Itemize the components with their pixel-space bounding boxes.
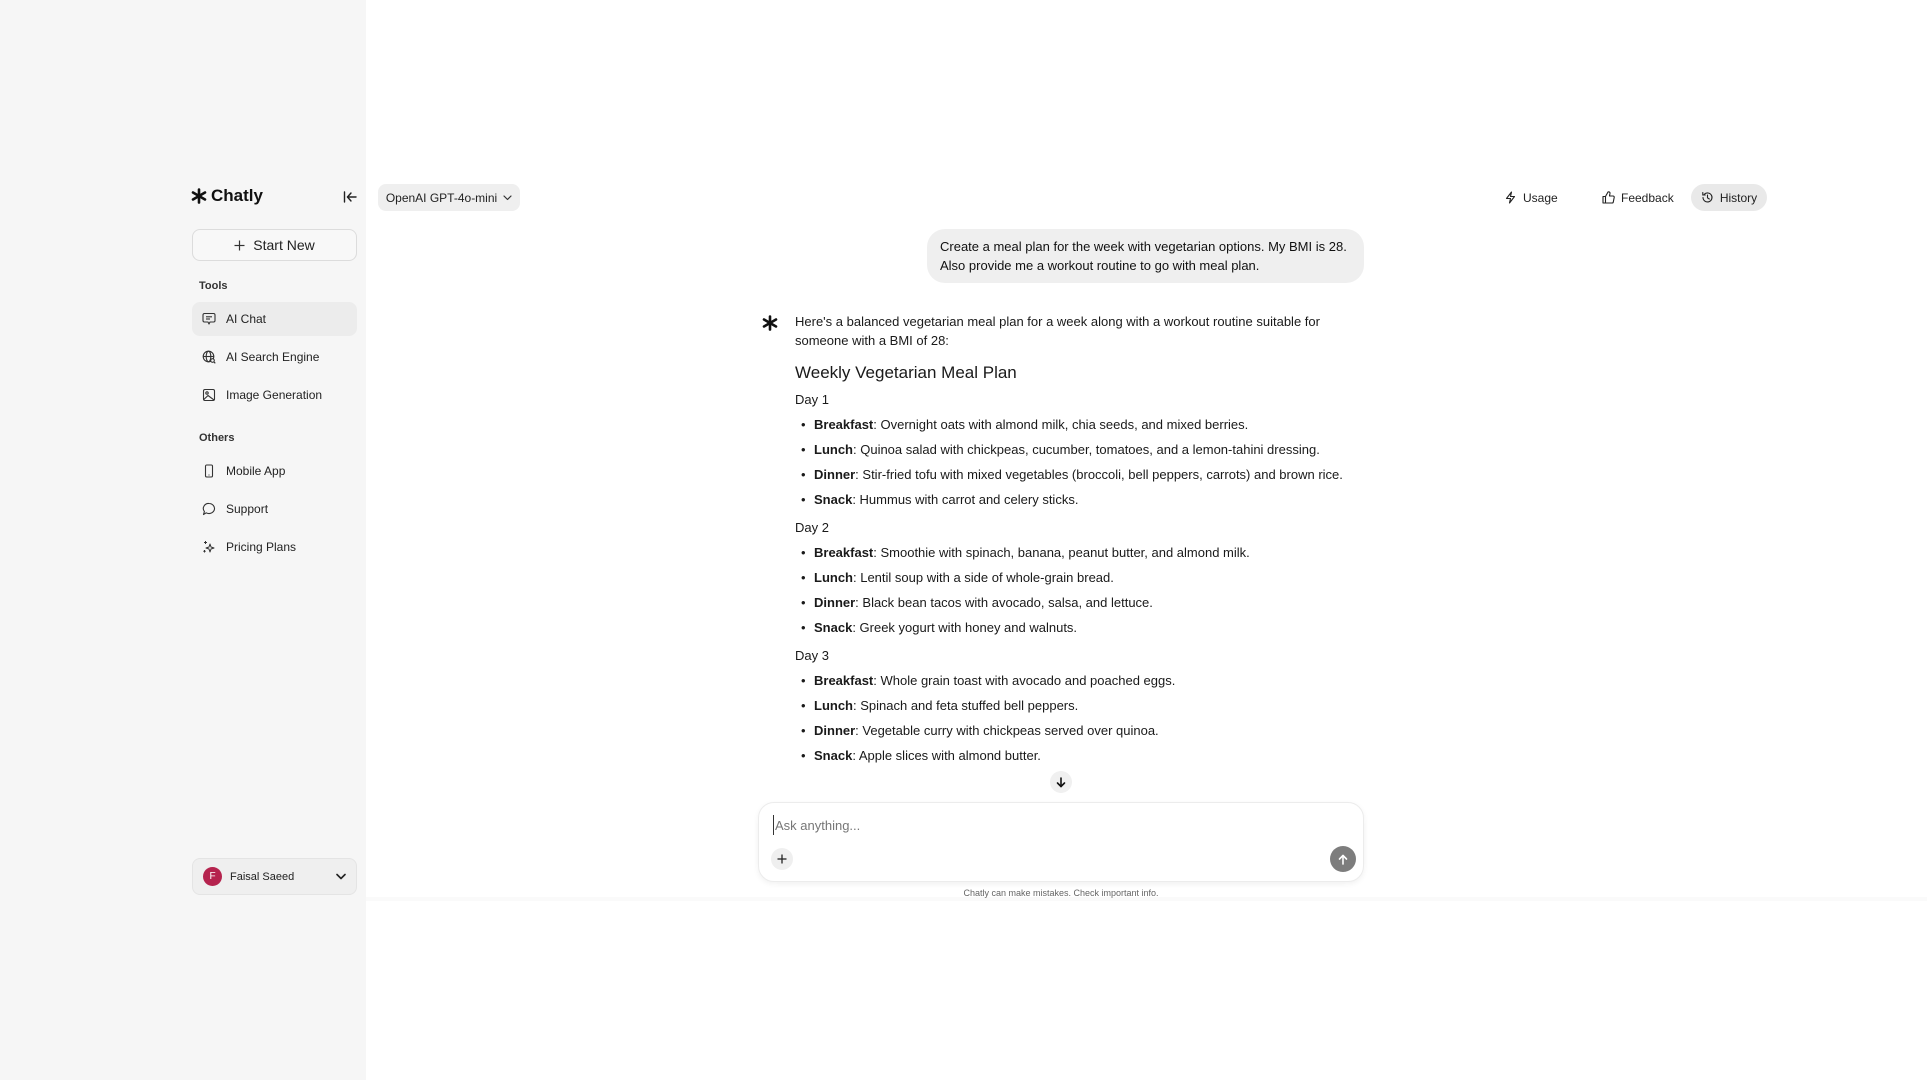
sparkles-icon xyxy=(202,540,216,554)
sidebar-item-label: AI Chat xyxy=(226,312,267,326)
meal-plan-heading: Weekly Vegetarian Meal Plan xyxy=(795,363,1017,382)
arrow-down-icon xyxy=(1056,777,1066,788)
collapse-sidebar-icon xyxy=(343,191,357,203)
app-logo[interactable] xyxy=(191,186,263,206)
section-label-others: Others xyxy=(199,432,235,444)
sidebar-item-ai-search-engine[interactable] xyxy=(192,340,357,374)
start-new-label: Start New xyxy=(253,237,315,253)
list-item: • Breakfast: Smoothie with spinach, banana, peanut butter, and almond milk. xyxy=(795,543,1355,562)
profile-menu-button[interactable] xyxy=(192,858,357,895)
assistant-intro: Here's a balanced vegetarian meal plan for a week along with a workout routine suitable for someone with a BMI of 28: xyxy=(795,314,1320,348)
list-item: • Dinner: Black bean tacos with avocado, salsa, and lettuce. xyxy=(795,593,1355,612)
list-item: • Dinner: Vegetable curry with chickpeas served over quinoa. xyxy=(795,721,1355,740)
day-title: Day 1 xyxy=(795,392,829,407)
thumbs-up-icon xyxy=(1602,191,1615,204)
chatly-logo-icon xyxy=(191,188,207,204)
sidebar-item-label: Support xyxy=(226,502,269,516)
sidebar-item-pricing-plans[interactable] xyxy=(192,530,357,564)
history-label: History xyxy=(1719,190,1758,205)
feedback-button[interactable] xyxy=(1594,184,1682,211)
sidebar-item-label: Pricing Plans xyxy=(226,540,297,554)
day-title: Day 2 xyxy=(795,520,829,535)
avatar: F xyxy=(203,867,222,886)
chatly-logo-icon xyxy=(762,315,778,331)
arrow-up-icon xyxy=(1338,854,1348,865)
add-attachment-button[interactable] xyxy=(771,848,793,870)
list-item: • Dinner: Stir-fried tofu with mixed vegetables (broccoli, bell peppers, carrots) and brown rice. xyxy=(795,465,1355,484)
meal-list xyxy=(795,415,1355,509)
sidebar-item-ai-chat[interactable] xyxy=(192,302,357,336)
plus-icon xyxy=(234,240,245,251)
list-item: • Breakfast: Overnight oats with almond milk, chia seeds, and mixed berries. xyxy=(795,415,1355,434)
usage-button[interactable] xyxy=(1496,184,1566,211)
model-selector-label: OpenAI GPT-4o-mini xyxy=(385,190,498,205)
chevron-down-icon xyxy=(336,873,346,880)
list-item: • Snack: Greek yogurt with honey and walnuts. xyxy=(795,618,1355,637)
sidebar-item-label: AI Search Engine xyxy=(226,350,320,364)
plus-icon xyxy=(777,854,787,864)
speech-bubble-icon xyxy=(202,502,216,516)
day-title: Day 3 xyxy=(795,648,829,663)
app-name: Chatly xyxy=(211,186,263,205)
history-icon xyxy=(1701,191,1714,204)
history-button[interactable] xyxy=(1691,184,1767,211)
sidebar-item-image-generation[interactable] xyxy=(192,378,357,412)
sidebar xyxy=(0,0,366,1080)
list-item: • Snack: Hummus with carrot and celery sticks. xyxy=(795,490,1355,509)
globe-search-icon xyxy=(202,350,216,364)
image-icon xyxy=(202,388,216,402)
profile-name: Faisal Saeed xyxy=(230,870,295,883)
model-selector-dropdown[interactable] xyxy=(378,184,520,211)
scroll-to-bottom-button[interactable] xyxy=(1050,771,1072,793)
list-item: • Lunch: Quinoa salad with chickpeas, cucumber, tomatoes, and a lemon-tahini dressing. xyxy=(795,440,1355,459)
message-composer xyxy=(758,802,1364,882)
meal-list xyxy=(795,671,1355,765)
send-button[interactable] xyxy=(1330,846,1356,872)
sidebar-item-label: Mobile App xyxy=(226,464,286,478)
list-item: • Lunch: Spinach and feta stuffed bell peppers. xyxy=(795,696,1355,715)
list-item: • Breakfast: Whole grain toast with avocado and poached eggs. xyxy=(795,671,1355,690)
start-new-button[interactable] xyxy=(192,229,357,261)
section-label-tools: Tools xyxy=(199,280,228,292)
sidebar-item-mobile-app[interactable] xyxy=(192,454,357,488)
usage-label: Usage xyxy=(1523,190,1558,205)
list-item: • Snack: Apple slices with almond butter. xyxy=(795,746,1355,765)
chat-icon xyxy=(202,312,216,326)
assistant-avatar xyxy=(760,313,780,333)
meal-list xyxy=(795,543,1355,637)
disclaimer-text: Chatly can make mistakes. Check important info. xyxy=(963,888,1159,898)
feedback-label: Feedback xyxy=(1621,190,1674,205)
message-input[interactable] xyxy=(773,815,1333,835)
sidebar-item-label: Image Generation xyxy=(226,388,323,402)
lightning-icon xyxy=(1504,191,1517,204)
list-item: • Lunch: Lentil soup with a side of whole-grain bread. xyxy=(795,568,1355,587)
mobile-icon xyxy=(202,464,216,478)
user-message: Create a meal plan for the week with vegetarian options. My BMI is 28. Also provide me a workout routine to go with meal plan. xyxy=(927,229,1364,283)
sidebar-item-support[interactable] xyxy=(192,492,357,526)
chevron-down-icon xyxy=(503,195,512,201)
assistant-message xyxy=(795,312,1355,774)
collapse-sidebar-button[interactable] xyxy=(340,188,360,206)
